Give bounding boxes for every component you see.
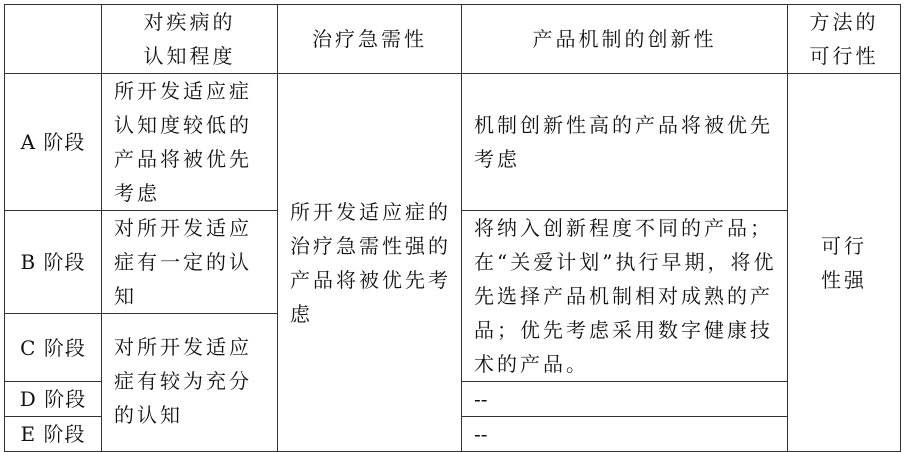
stage-c-label: C 阶段 [5, 314, 102, 382]
stage-criteria-table [4, 4, 901, 452]
header-cognition: 对疾病的 认知程度 [102, 5, 278, 74]
stage-b-label: B 阶段 [5, 211, 102, 314]
stage-cde-cognition: 对所开发适应症有较为充分的认知 [102, 314, 278, 452]
stage-d-label: D 阶段 [5, 382, 102, 417]
stage-bc-innovation: 将纳入创新程度不同的产品；在“关爱计划”执行早期，将优先选择产品机制相对成熟的产品；优先考虑采用数字健康技术的产品。 [462, 211, 788, 382]
header-stage-corner [5, 5, 102, 74]
stage-a-cognition: 所开发适应症认知度较低的产品将被优先考虑 [102, 74, 278, 211]
stage-b-cognition: 对所开发适应症有一定的认知 [102, 211, 278, 314]
urgency-all-stages: 所开发适应症的治疗急需性强的产品将被优先考虑 [278, 74, 462, 452]
stage-e-innovation: -- [462, 417, 788, 452]
stage-d-innovation: -- [462, 382, 788, 417]
header-urgency: 治疗急需性 [278, 5, 462, 74]
header-row [5, 5, 901, 74]
stage-a-innovation: 机制创新性高的产品将被优先考虑 [462, 74, 788, 211]
stage-a-label: A 阶段 [5, 74, 102, 211]
feasibility-all-stages: 可行 性强 [788, 74, 901, 452]
stage-a-row [5, 74, 901, 211]
stage-e-label: E 阶段 [5, 417, 102, 452]
header-innovation: 产品机制的创新性 [462, 5, 788, 74]
header-feasibility: 方法的 可行性 [788, 5, 901, 74]
